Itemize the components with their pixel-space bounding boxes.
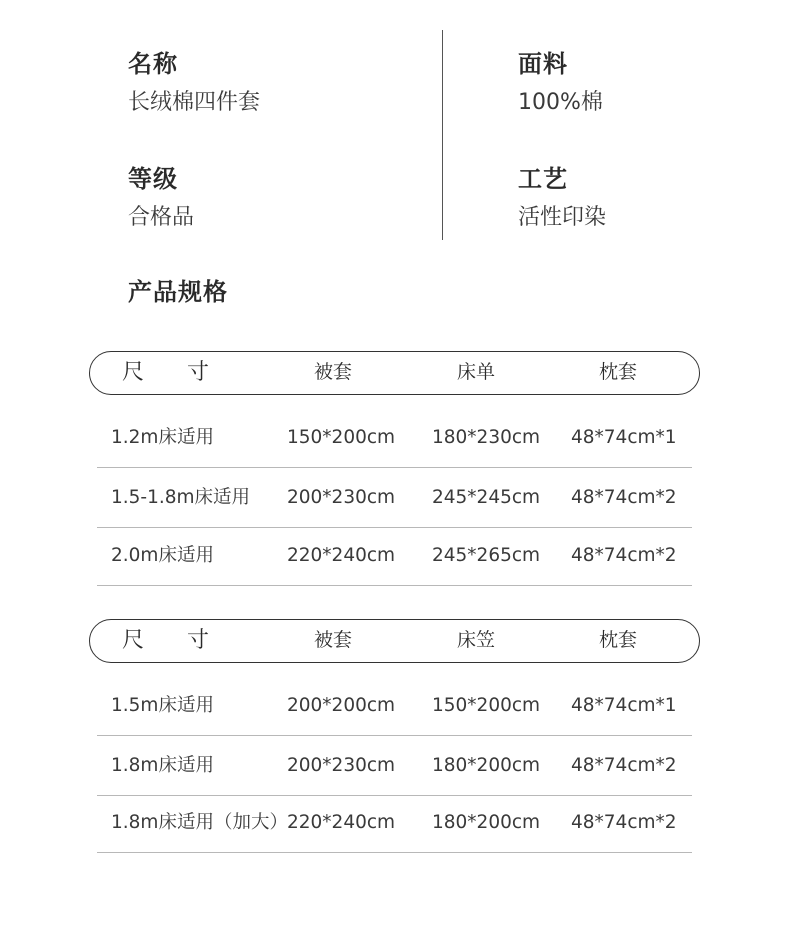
info-craft-label: 工艺 xyxy=(518,165,568,193)
row-duvet-cover: 220*240cm xyxy=(287,812,396,833)
row-fitted-sheet: 180*200cm xyxy=(432,812,541,833)
info-name-value: 长绒棉四件套 xyxy=(128,90,261,115)
info-divider xyxy=(442,30,443,240)
row-bed-sheet: 245*245cm xyxy=(432,487,541,508)
table-header xyxy=(89,351,700,395)
header-bed-sheet: 床单 xyxy=(457,361,496,383)
row-pillowcase: 48*74cm*2 xyxy=(571,545,677,566)
row-size: 1.5-1.8m床适用 xyxy=(111,487,251,508)
table-row xyxy=(97,794,692,853)
header-pillowcase: 枕套 xyxy=(599,361,638,383)
row-pillowcase: 48*74cm*2 xyxy=(571,812,677,833)
info-fabric-value: 100%棉 xyxy=(518,90,603,115)
row-size: 1.8m床适用（加大） xyxy=(111,812,288,833)
table-row xyxy=(97,677,692,736)
row-size: 1.5m床适用 xyxy=(111,695,214,716)
row-bed-sheet: 180*230cm xyxy=(432,427,541,448)
spec-title: 产品规格 xyxy=(128,278,228,306)
row-duvet-cover: 200*200cm xyxy=(287,695,396,716)
row-pillowcase: 48*74cm*1 xyxy=(571,427,677,448)
table-row xyxy=(97,409,692,468)
row-size: 2.0m床适用 xyxy=(111,545,214,566)
row-fitted-sheet: 180*200cm xyxy=(432,755,541,776)
row-size: 1.2m床适用 xyxy=(111,427,214,448)
header-pillowcase: 枕套 xyxy=(599,629,638,651)
header-duvet-cover: 被套 xyxy=(314,629,353,651)
table-row xyxy=(97,527,692,586)
row-pillowcase: 48*74cm*2 xyxy=(571,755,677,776)
header-duvet-cover: 被套 xyxy=(314,361,353,383)
table-row xyxy=(97,469,692,528)
row-pillowcase: 48*74cm*2 xyxy=(571,487,677,508)
row-duvet-cover: 200*230cm xyxy=(287,755,396,776)
row-duvet-cover: 150*200cm xyxy=(287,427,396,448)
row-fitted-sheet: 150*200cm xyxy=(432,695,541,716)
table-header xyxy=(89,619,700,663)
table-row xyxy=(97,737,692,796)
info-fabric-label: 面料 xyxy=(518,50,568,78)
header-fitted-sheet: 床笠 xyxy=(457,629,496,651)
info-grade-label: 等级 xyxy=(128,165,178,193)
info-grade-value: 合格品 xyxy=(128,205,195,230)
row-duvet-cover: 200*230cm xyxy=(287,487,396,508)
row-bed-sheet: 245*265cm xyxy=(432,545,541,566)
row-duvet-cover: 220*240cm xyxy=(287,545,396,566)
header-size: 尺 寸 xyxy=(122,628,227,653)
info-craft-value: 活性印染 xyxy=(518,205,607,230)
header-size: 尺 寸 xyxy=(122,360,227,385)
row-pillowcase: 48*74cm*1 xyxy=(571,695,677,716)
info-name-label: 名称 xyxy=(128,50,178,78)
row-size: 1.8m床适用 xyxy=(111,755,214,776)
